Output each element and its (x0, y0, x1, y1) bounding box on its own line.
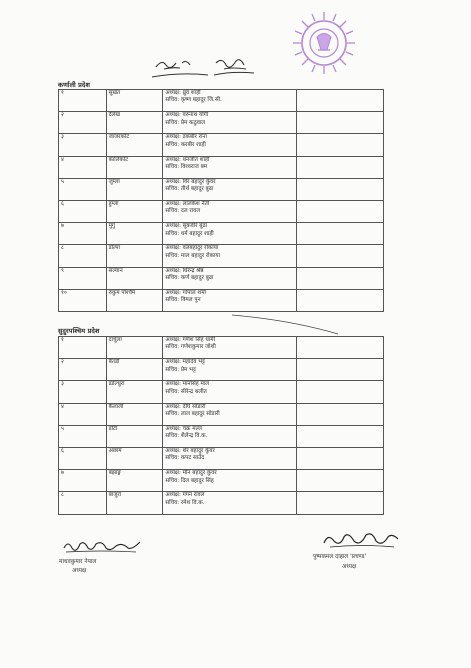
table-row (59, 223, 384, 245)
sudurpashchim-committee-table (58, 336, 384, 515)
district-name: डडेल्धुरा (106, 381, 163, 403)
district-name: रुकुम पश्चिम (106, 289, 163, 311)
table-row (59, 381, 384, 403)
district-name: जुम्ला (106, 178, 163, 200)
office-bearers (163, 156, 296, 178)
chair-name: अध्यक्ष: दीर्घ सोडारी (165, 403, 206, 410)
blank-cell (296, 470, 383, 492)
district-name: कैलाली (106, 403, 163, 425)
signatory-right-name: पुष्पकमल दाहाल 'प्रचण्ड' (313, 554, 367, 560)
district-name: सुर्खेत (106, 90, 163, 112)
blank-cell (296, 359, 383, 381)
chair-name: अध्यक्ष: विर बहादुर कुँवर (165, 178, 216, 185)
office-bearers (163, 403, 296, 425)
blank-cell (296, 403, 383, 425)
row-number: ३ (59, 381, 107, 403)
chair-name: अध्यक्ष: मानसिंह माल (165, 381, 210, 388)
secretary-name: सचिव: करबीर शाही (165, 141, 206, 148)
district-name: सल्यान (106, 267, 163, 289)
blank-cell (296, 178, 383, 200)
office-bearers (163, 425, 296, 447)
chair-name: अध्यक्ष: मीन बहादुर कुँवर (165, 470, 217, 477)
row-number: ६ (59, 447, 107, 469)
office-bearers (163, 178, 296, 200)
table-row (59, 359, 384, 381)
row-number: ७ (59, 470, 107, 492)
secretary-name: सचिव: कर्ण बहादुर बुढा (165, 274, 214, 281)
district-name: बझाङ्ग (106, 470, 163, 492)
chair-name: अध्यक्ष: गगन रावल (165, 492, 205, 499)
secretary-name: सचिव: गणेशकुमार जोशी (165, 344, 216, 351)
blank-cell (296, 447, 383, 469)
row-number: ९ (59, 267, 107, 289)
handwritten-note (150, 53, 260, 83)
secretary-name: सचिव: लाल बहादुर सोडारी (165, 410, 220, 417)
table-row (59, 134, 384, 156)
row-number: १ (59, 90, 107, 112)
table-row (59, 178, 384, 200)
chair-name: अध्यक्ष: चक्र मल्ल (165, 425, 202, 432)
chair-name: अध्यक्ष: शेर बहादुर कुँवर (165, 447, 215, 454)
district-name: डोल्पा (106, 245, 163, 267)
table-row (59, 245, 384, 267)
section-title-sudurpashchim: सुदुरपश्चिम प्रदेश (58, 327, 100, 335)
blank-cell (296, 156, 383, 178)
blank-cell (296, 245, 383, 267)
office-bearers (163, 359, 296, 381)
karnali-committee-table (58, 89, 384, 312)
chair-name: अध्यक्ष: गोपाल शर्मा (165, 289, 206, 296)
secretary-name: सचिव: दल रावल (165, 208, 201, 215)
table-row (59, 337, 384, 359)
table-row (59, 470, 384, 492)
row-number: ४ (59, 403, 107, 425)
row-number: ८ (59, 492, 107, 514)
secretary-name: सचिव: प्रेम भट्ट (165, 366, 196, 373)
chair-name: अध्यक्ष: डकबीर राना (165, 134, 207, 141)
chair-name: अध्यक्ष: धनजीत शाही (165, 156, 210, 163)
district-name: बाजुरा (106, 492, 163, 514)
office-bearers (163, 245, 296, 267)
row-number: १० (59, 289, 107, 311)
district-name: जाजरकोट (106, 134, 163, 156)
table-row (59, 425, 384, 447)
office-bearers (163, 470, 296, 492)
secretary-name: सचिव: तीर्थ बहादुर बुढा (165, 186, 214, 193)
blank-cell (296, 381, 383, 403)
signatory-left-name: माधवकुमार नेपाल (59, 559, 97, 565)
district-name: मुगु (106, 223, 163, 245)
pen-stroke-mark (230, 312, 340, 336)
signatory-right-role: अध्यक्ष (342, 564, 357, 570)
table-row (59, 156, 384, 178)
row-number: ६ (59, 200, 107, 222)
office-bearers (163, 112, 296, 134)
district-name: हुम्ला (106, 200, 163, 222)
chair-name: अध्यक्ष: वरुनाथ योगी (165, 112, 209, 119)
office-bearers (163, 134, 296, 156)
secretary-name: सचिव: प्रेम कठुवाल (165, 119, 206, 126)
blank-cell (296, 492, 383, 514)
table-row (59, 492, 384, 514)
chair-name: अध्यक्ष: लालकेश नैती (165, 200, 210, 207)
chair-name: अध्यक्ष: सुकवीर बुढा (165, 223, 208, 230)
row-number: ३ (59, 134, 107, 156)
office-bearers (163, 200, 296, 222)
row-number: २ (59, 112, 107, 134)
row-number: २ (59, 359, 107, 381)
office-bearers (163, 223, 296, 245)
secretary-name: सचिव: रमेश वि.क. (165, 499, 205, 506)
office-bearers (163, 381, 296, 403)
blank-cell (296, 112, 383, 134)
secretary-name: सचिव: कृष्ण बहादुर जि.सी. (165, 97, 222, 104)
section-title-karnali: कर्णाली प्रदेश (58, 81, 90, 89)
secretary-name: सचिव: शैलेन्द्र वि.क. (165, 433, 208, 440)
table-row (59, 447, 384, 469)
district-name: दैलेख (106, 112, 163, 134)
table-row (59, 403, 384, 425)
blank-cell (296, 267, 383, 289)
district-name: अछाम (106, 447, 163, 469)
blank-cell (296, 200, 383, 222)
party-seal-emblem (291, 10, 357, 76)
district-name: बैतडी (106, 359, 163, 381)
office-bearers (163, 90, 296, 112)
signature-right (320, 527, 402, 553)
secretary-name: सचिव: कपट साउँद (165, 455, 205, 462)
row-number: १ (59, 337, 107, 359)
chair-name: अध्यक्ष: धिरेन्द्र श्रेष्ठ (165, 267, 204, 274)
chair-name: अध्यक्ष: महादेव भट्ट (165, 359, 205, 366)
secretary-name: सचिव: माल बहादुर रोकाया (165, 252, 221, 259)
office-bearers (163, 492, 296, 514)
row-number: ८ (59, 245, 107, 267)
row-number: ५ (59, 425, 107, 447)
district-name: कालिकोट (106, 156, 163, 178)
secretary-name: सचिव: धर्म बहादुर शाही (165, 230, 214, 237)
table-row (59, 289, 384, 311)
table-row (59, 90, 384, 112)
secretary-name: सचिव: विमल पुन (165, 297, 201, 304)
secretary-name: सचिव: विश्वराज बम (165, 163, 208, 170)
chair-name: अध्यक्ष: ध्रुव शाही (165, 90, 201, 96)
district-name: दार्चुला (106, 337, 163, 359)
signatory-left-role: अध्यक्ष (72, 568, 87, 574)
blank-cell (296, 223, 383, 245)
district-name: डोटी (106, 425, 163, 447)
secretary-name: सचिव: दिल बहादुर सिंह (165, 477, 214, 484)
office-bearers (163, 447, 296, 469)
office-bearers (163, 267, 296, 289)
table-row (59, 200, 384, 222)
blank-cell (296, 90, 383, 112)
blank-cell (296, 337, 383, 359)
blank-cell (296, 134, 383, 156)
chair-name: अध्यक्ष: गणेश सिंह धामी (165, 337, 216, 343)
row-number: ४ (59, 156, 107, 178)
office-bearers (163, 337, 296, 359)
chair-name: अध्यक्ष: वलबहादुर रोकाया (165, 245, 219, 252)
blank-cell (296, 425, 383, 447)
office-bearers (163, 289, 296, 311)
row-number: ५ (59, 178, 107, 200)
table-row (59, 112, 384, 134)
blank-cell (296, 289, 383, 311)
table-row (59, 267, 384, 289)
row-number: ७ (59, 223, 107, 245)
secretary-name: सचिव: सीरेन्द्र थलीत (165, 388, 207, 395)
signature-left (62, 536, 142, 558)
